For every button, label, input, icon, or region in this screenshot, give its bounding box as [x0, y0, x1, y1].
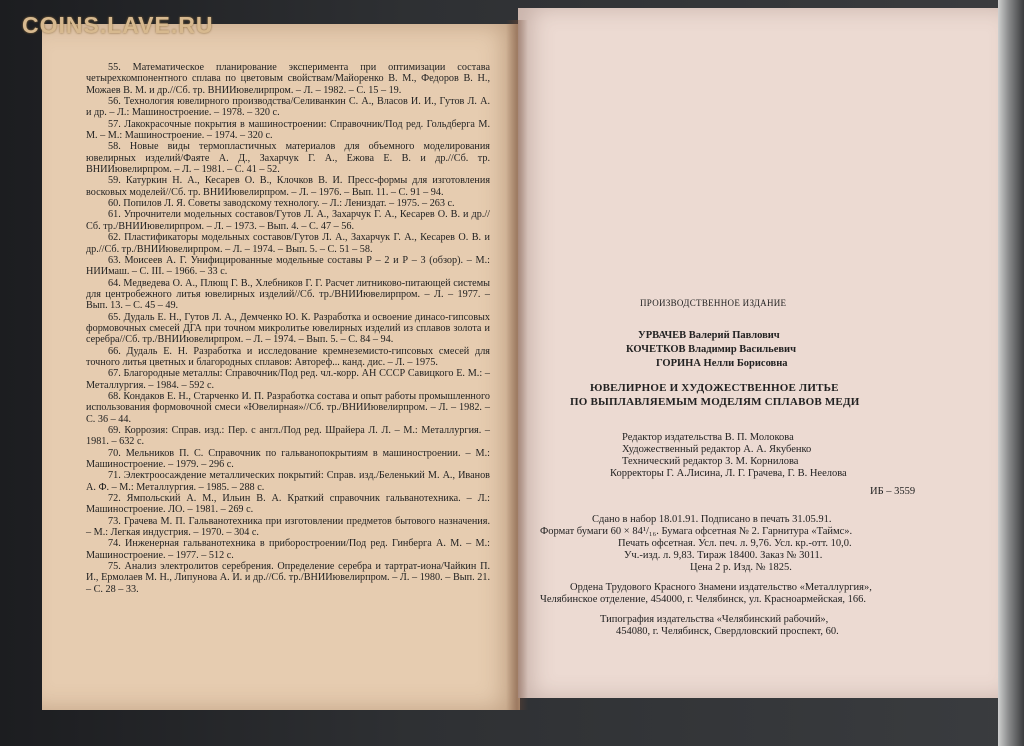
scanner-edge: [998, 0, 1024, 746]
reference-item: 65. Дудаль Е. Н., Гутов Л. А., Демченко Ю. К. Разработка и освоение динасо-гипсовых формовочных смесей ДГА при точном микролитье ювелирных изделий из сплавов золота и серебра//Сб. тр./ВНИИювелирпром. – Л. – 1974. – Вып. 5. – С. 84 – 94.: [86, 311, 490, 346]
reference-item: 70. Мельников П. С. Справочник по гальванопокрытиям в машиностроении. – М.: Машиностроение. – 1979. – 296 с.: [86, 447, 490, 471]
editor-line: Редактор издательства В. П. Молокова: [622, 432, 794, 443]
reference-item: 66. Дудаль Е. Н. Разработка и исследование кремнеземисто-гипсовых смесей для точного литья цветных и благородных сплавов: Автореф... канд. дис. – Л. – 1975.: [86, 345, 490, 368]
print-data-line: Печать офсетная. Усл. печ. л. 9,76. Усл. кр.-отт. 10,0.: [618, 538, 852, 549]
edition-kicker: ПРОИЗВОДСТВЕННОЕ ИЗДАНИЕ: [640, 298, 787, 308]
reference-item: 59. Катуркин Н. А., Кесарев О. В., Клочков В. И. Пресс-формы для изготовления восковых моделей//Сб. тр. ВНИИювелирпром. – Л. – 1976. – Вып. 11. – С. 91 – 94.: [86, 175, 490, 198]
reference-item: 64. Медведева О. А., Плющ Г. В., Хлебников Г. Г. Расчет литниково-питающей системы для центробежного литья ювелирных изделий//Сб. тр./ВНИИювелирпром. – Л. – 1977. – Вып. 13. – С. 45 – 49.: [86, 277, 490, 312]
book-gutter: [506, 20, 528, 710]
reference-item: 63. Моисеев А. Г. Унифицированные модельные составы Р – 2 и Р – 3 (обзор). – М.: НИИмаш. – С. III. – 1966. – 33 с.: [86, 254, 490, 278]
print-data-line: Уч.-изд. л. 9,83. Тираж 18400. Заказ № 3011.: [624, 550, 823, 561]
reference-item: 62. Пластификаторы модельных составов/Гутов Л. А., Захарчук Г. А., Кесарев О. В. и др.//Сб. тр./ВНИИювелирпром. – Л. – 1974. – Вып. 5. – С. 51 – 58.: [86, 232, 490, 255]
reference-item: 55. Математическое планирование эксперимента при оптимизации состава четырехкомпонентного сплава по цветовым свойствам/Майоренко В. М., Федоров В. Н., Можаев В. М. и др.//Сб. тр. ВНИИювелирпром. – Л. – 1982. – С. 15 – 19.: [86, 62, 490, 96]
publisher-line: Челябинское отделение, 454000, г. Челябинск, ул. Красноармейская, 166.: [540, 594, 867, 605]
publisher-line: Ордена Трудового Красного Знамени издательство «Металлургия»,: [570, 582, 872, 593]
editor-line: Технический редактор З. М. Корнилова: [622, 456, 799, 467]
book-title: ПО ВЫПЛАВЛЯЕМЫМ МОДЕЛЯМ СПЛАВОВ МЕДИ: [570, 396, 860, 408]
reference-item: 74. Инженерная гальванотехника в приборостроении/Под ред. Гинберга А. М. – М.: Машиностроение. – 1977. – 512 с.: [86, 538, 490, 561]
reference-item: 60. Попилов Л. Я. Советы заводскому технологу. – Л.: Лениздат. – 1975. – 263 с.: [108, 198, 455, 210]
printer-line: 454080, г. Челябинск, Свердловский проспект, 60.: [616, 626, 839, 637]
reference-item: 61. Упрочнители модельных составов/Гутов Л. А., Захарчук Г. А., Кесарев О. В. и др.//Сб. тр./ВНИИювелирпром. – Л. – 1973. – Вып. 4. – С. 47 – 56.: [86, 209, 490, 232]
reference-item: 58. Новые виды термопластичных материалов для объемного моделирования ювелирных изделий/Фаяте А. Д., Захарчук Г. А., Ежова Е. В. и др.//Сб. тр. ВНИИювелирпром. – Л. – 1981. – С. 41 – 52.: [86, 141, 490, 176]
editor-line: Художественный редактор А. А. Якубенко: [622, 444, 812, 455]
print-data-line: Цена 2 р. Изд. № 1825.: [690, 562, 792, 573]
reference-item: 57. Лакокрасочные покрытия в машиностроении: Справочник/Под ред. Гольдберга М. М. – М.: Машиностроение. – 1974. – 320 с.: [86, 118, 490, 142]
reference-item: 71. Электроосаждение металлических покрытий: Справ. изд./Беленький М. А., Иванов А. Ф. – М.: Металлургия. – 1985. – 288 с.: [86, 470, 490, 493]
reference-item: 72. Ямпольский А. М., Ильин В. А. Краткий справочник гальванотехника. – Л.: Машиностроение. ЛО. – 1981. – 269 с.: [86, 493, 490, 516]
author-name: КОЧЕТКОВ Владимир Васильевич: [626, 344, 796, 355]
author-name: ГОРИНА Нелли Борисовна: [656, 358, 788, 369]
site-watermark: COINS.LAVE.RU: [22, 12, 214, 38]
reference-list: [86, 62, 490, 595]
reference-item: 75. Анализ электролитов серебрения. Определение серебра и тартрат-иона/Чайкин П. И., Ермолаев М. Н., Липунова А. И. и др.//Сб. тр./ВНИИювелирпром. – Л. – 1980. – Вып. 21. – С. 28 – 33.: [86, 561, 490, 595]
ib-number: ИБ – 3559: [870, 486, 916, 497]
reference-item: 69. Коррозия: Справ. изд.: Пер. с англ./Под ред. Шрайера Л. Л. – М.: Металлургия. – 1981. – 632 с.: [86, 425, 490, 448]
reference-item: 56. Технология ювелирного производства/Селиванкин С. А., Власов И. И., Гутов Л. А. и др. – Л.: Машиностроение. – 1978. – 320 с.: [86, 96, 490, 119]
print-data-line: Формат бумаги 60 × 84¹/₁₆. Бумага офсетная № 2. Гарнитура «Таймс».: [540, 526, 853, 537]
reference-item: 67. Благородные металлы: Справочник/Под ред. чл.-корр. АН СССР Савицкого Е. М.: – Металлургия. – 1984. – 592 с.: [86, 368, 490, 391]
reference-item: 73. Грачева М. П. Гальванотехника при изготовлении предметов бытового назначения. – М.: Легкая индустрия. – 1970. – 304 с.: [86, 515, 490, 539]
book-title: ЮВЕЛИРНОЕ И ХУДОЖЕСТВЕННОЕ ЛИТЬЕ: [590, 382, 839, 394]
print-data-line: Сдано в набор 18.01.91. Подписано в печать 31.05.91.: [592, 514, 832, 525]
reference-item: 68. Кондаков Е. Н., Старченко И. П. Разработка состава и опыт работы промышленного использования формовочной смеси «Ювелирная»//Сб. тр./ВНИИювелирпром. – Л. – 1982. – С. 36 – 44.: [86, 390, 490, 425]
author-name: УРВАЧЕВ Валерий Павлович: [638, 330, 780, 341]
editor-line: Корректоры Г. А.Лисина, Л. Г. Грачева, Г. В. Неелова: [610, 468, 847, 479]
printer-line: Типография издательства «Челябинский рабочий»,: [600, 614, 829, 625]
